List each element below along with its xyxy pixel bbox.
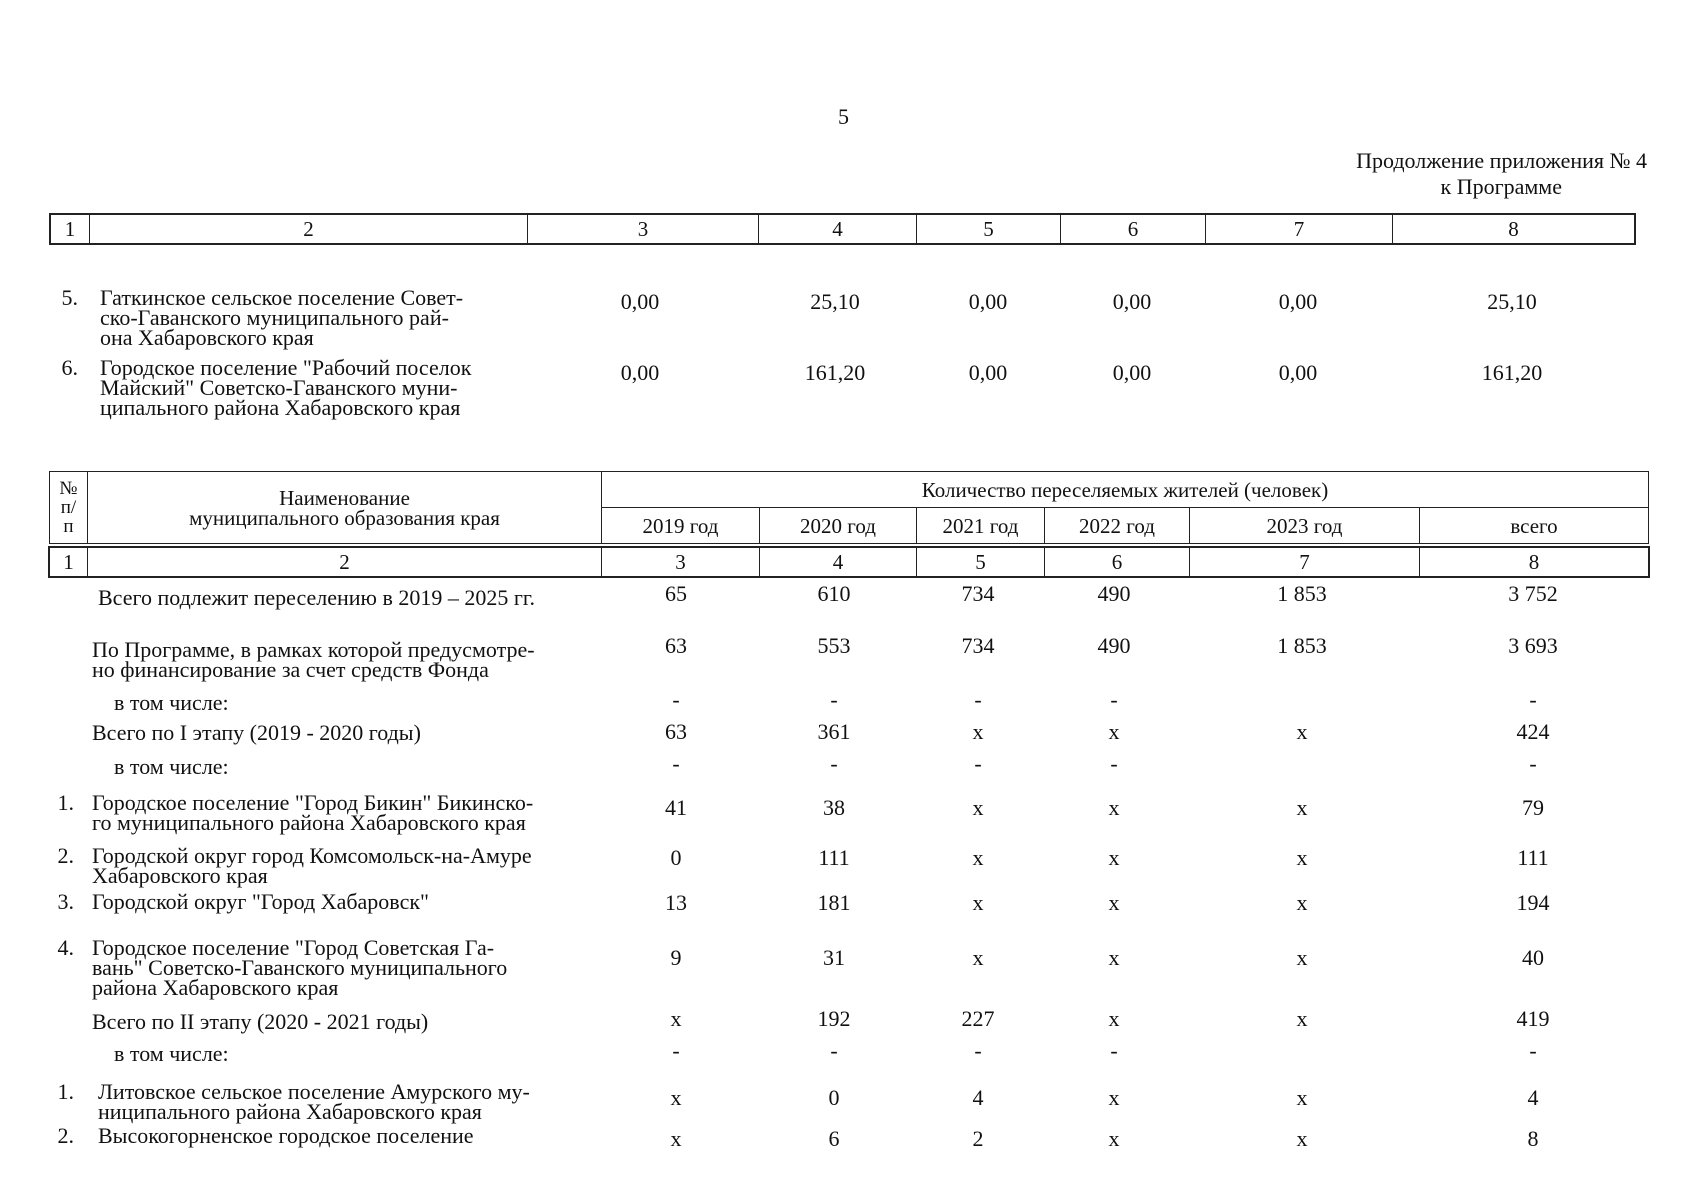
value-cell: - [830,687,838,712]
value-cell: x [670,1085,682,1110]
strip-cell: 7 [1206,215,1393,244]
value-cell: - [974,751,982,776]
value-cell: 4 [972,1085,984,1110]
strip-cell: 6 [1061,215,1206,244]
strip-cell: 5 [917,215,1061,244]
value-cell: 181 [817,890,851,915]
row-name: в том числе: [114,1041,229,1066]
value-cell: 31 [823,945,845,970]
value-cell: 610 [817,581,851,606]
value-cell: x [1108,890,1120,915]
value-cell: x [1296,1085,1308,1110]
top-column-number-strip [50,214,1635,244]
row-number: 4. [57,935,74,960]
row-number: 2. [57,1123,74,1148]
value-cell: x [1108,1006,1120,1031]
header-year-2023: 2023 год [1190,508,1420,544]
row-number: 1. [57,790,74,815]
row-number: 1. [57,1079,74,1104]
value-cell: 161,20 [804,360,866,385]
value-cell: x [1296,1126,1308,1151]
value-cell: 8 [1527,1126,1539,1151]
row-name: Городское поселение "Город Советская Га- вань" Советско-Гаванского муниципального района Хабаровского края [92,935,508,1000]
value-cell: 490 [1097,581,1131,606]
strip-cell: 4 [759,215,917,244]
value-cell: 419 [1516,1006,1550,1031]
header-number-col: № п/ п [50,472,88,544]
value-cell: - [672,1038,680,1063]
value-cell: 3 752 [1508,581,1558,606]
value-cell: - [1110,687,1118,712]
header-year-2022: 2022 год [1045,508,1190,544]
strip-cell: 7 [1190,548,1420,577]
value-cell: x [1296,845,1308,870]
value-cell: x [1108,945,1120,970]
value-cell: - [1529,687,1537,712]
value-cell: 63 [665,719,687,744]
value-cell: 0 [828,1085,840,1110]
value-cell: 6 [828,1126,840,1151]
value-cell: x [670,1126,682,1151]
row-name: Высокогорненское городское поселение [98,1123,474,1148]
strip-cell: 5 [917,548,1045,577]
value-cell: 161,20 [1481,360,1543,385]
value-cell: - [1529,751,1537,776]
value-cell: x [972,845,984,870]
strip-cell: 8 [1393,215,1635,244]
value-cell: - [672,687,680,712]
value-cell: 0,00 [968,289,1008,314]
value-cell: x [1296,719,1308,744]
header-total: всего [1420,508,1649,544]
value-cell: 38 [823,795,845,820]
row-name: Всего подлежит переселению в 2019 – 2025 гг. [98,585,535,610]
value-cell: - [1110,751,1118,776]
strip-cell: 3 [602,548,760,577]
row-number: 5. [61,285,78,310]
value-cell: x [1108,1085,1120,1110]
strip-cell: 8 [1420,548,1649,577]
value-cell: 25,10 [810,289,860,314]
value-cell: - [1110,1038,1118,1063]
row-name: Всего по II этапу (2020 - 2021 годы) [92,1009,429,1034]
row-name: Городской округ "Город Хабаровск" [92,889,430,914]
row-number: 6. [61,355,78,380]
value-cell: x [1108,1126,1120,1151]
strip-cell: 1 [51,215,90,244]
value-cell: x [1108,719,1120,744]
value-cell: 3 693 [1508,633,1558,658]
value-cell: 65 [665,581,687,606]
value-cell: 734 [961,581,995,606]
value-cell: - [830,751,838,776]
row-name: Городское поселение "Рабочий поселок Майский" Советско-Гаванского муни- ципального района Хабаровского края [100,355,472,420]
value-cell: - [830,1038,838,1063]
value-cell: 0,00 [620,289,660,314]
value-cell: 79 [1522,795,1544,820]
appendix-subtitle: к Программе [1440,174,1562,199]
value-cell: 4 [1527,1085,1539,1110]
value-cell: 0,00 [968,360,1008,385]
value-cell: x [972,945,984,970]
value-cell: x [972,719,984,744]
value-cell: x [972,795,984,820]
row-name: Гаткинское сельское поселение Совет- ско-Гаванского муниципального рай- она Хабаровского края [100,285,464,350]
value-cell: 424 [1516,719,1550,744]
value-cell: 0,00 [1278,289,1318,314]
value-cell: 553 [817,633,851,658]
row-name: в том числе: [114,690,229,715]
strip-cell: 2 [88,548,602,577]
value-cell: x [1108,845,1120,870]
header-group: Количество переселяемых жителей (человек) [602,472,1649,508]
row-number: 2. [57,843,74,868]
value-cell: x [1108,795,1120,820]
value-cell: 194 [1516,890,1550,915]
strip-cell: 6 [1045,548,1190,577]
value-cell: 0,00 [620,360,660,385]
value-cell: 13 [665,890,687,915]
bottom-column-number-strip [49,547,1649,577]
value-cell: x [1296,945,1308,970]
header-year-2021: 2021 год [917,508,1045,544]
value-cell: x [670,1006,682,1031]
value-cell: 490 [1097,633,1131,658]
table-header [49,471,1649,544]
row-name: в том числе: [114,754,229,779]
value-cell: 734 [961,633,995,658]
strip-cell: 1 [50,548,88,577]
value-cell: 1 853 [1277,633,1327,658]
row-name: По Программе, в рамках которой предусмотре- но финансирование за счет средств Фонда [92,637,535,682]
strip-cell: 3 [528,215,759,244]
value-cell: x [1296,890,1308,915]
value-cell: 25,10 [1487,289,1537,314]
appendix-title: Продолжение приложения № 4 [1356,148,1647,173]
value-cell: - [1529,1038,1537,1063]
row-name: Городское поселение "Город Бикин" Бикинско- го муниципального района Хабаровского края [92,790,534,835]
value-cell: 0,00 [1278,360,1318,385]
row-number: 3. [57,889,74,914]
value-cell: 192 [817,1006,851,1031]
value-cell: - [672,751,680,776]
value-cell: 111 [818,845,850,870]
strip-cell: 2 [90,215,528,244]
row-name: Литовское сельское поселение Амурского му- ниципального района Хабаровского края [98,1079,530,1124]
value-cell: 0 [670,845,682,870]
row-name: Всего по I этапу (2019 - 2020 годы) [92,720,421,745]
value-cell: 9 [670,945,682,970]
value-cell: 227 [961,1006,995,1031]
value-cell: 1 853 [1277,581,1327,606]
value-cell: 111 [1517,845,1549,870]
value-cell: - [974,687,982,712]
value-cell: 361 [817,719,851,744]
value-cell: 41 [665,795,687,820]
value-cell: x [1296,1006,1308,1031]
row-name: Городской округ город Комсомольск-на-Амуре Хабаровского края [92,843,532,888]
value-cell: x [1296,795,1308,820]
header-year-2019: 2019 год [602,508,760,544]
header-name-col: Наименование муниципального образования края [88,472,602,544]
value-cell: 2 [972,1126,984,1151]
strip-cell: 4 [760,548,917,577]
value-cell: x [972,890,984,915]
value-cell: 40 [1522,945,1544,970]
page-number: 5 [838,104,849,129]
value-cell: 0,00 [1112,360,1152,385]
value-cell: - [974,1038,982,1063]
header-year-2020: 2020 год [760,508,917,544]
value-cell: 63 [665,633,687,658]
value-cell: 0,00 [1112,289,1152,314]
